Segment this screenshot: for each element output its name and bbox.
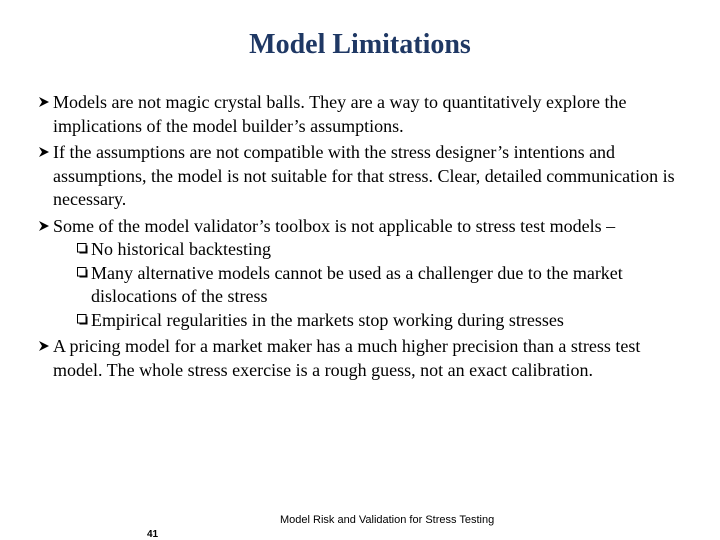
- square-bullet-icon: [77, 243, 88, 254]
- square-bullet-icon: [77, 314, 88, 325]
- arrow-bullet-icon: [38, 146, 50, 158]
- slide-body: [38, 91, 688, 385]
- page-number: 41: [147, 529, 159, 540]
- sub-bullet-item: [77, 238, 678, 262]
- bullet-text: Some of the model validator’s toolbox is not applicable to stress test models –: [53, 215, 616, 236]
- bullet-text: Models are not magic crystal balls. They are a way to quantitatively explore the implications of the model builder’s assumptions.: [53, 92, 627, 136]
- sub-bullet-text: Empirical regularities in the markets stop working during stresses: [91, 309, 564, 330]
- bullet-item: [38, 91, 688, 138]
- arrow-bullet-icon: [38, 340, 50, 352]
- slide-footer: Model Risk and Validation for Stress Testing: [280, 514, 495, 526]
- sub-bullet-list: [77, 238, 688, 332]
- sub-bullet-text: Many alternative models cannot be used as a challenger due to the market dislocations of the stress: [91, 262, 623, 306]
- bullet-text: A pricing model for a market maker has a much higher precision than a stress test model. The whole stress exercise is a rough guess, not an exact calibration.: [53, 336, 641, 380]
- bullet-item: [38, 141, 688, 212]
- sub-bullet-item: [77, 262, 678, 309]
- square-bullet-icon: [77, 267, 88, 278]
- bullet-item: [38, 335, 688, 382]
- slide-title: Model Limitations: [249, 29, 471, 60]
- bullet-text: If the assumptions are not compatible with the stress designer’s intentions and assumptions, the model is not suitable for that stress. Clear, detailed communication is necessary.: [53, 142, 675, 209]
- sub-bullet-text: No historical backtesting: [91, 239, 271, 259]
- sub-bullet-item: [77, 309, 678, 333]
- arrow-bullet-icon: [38, 220, 50, 232]
- bullet-item: [38, 215, 688, 333]
- arrow-bullet-icon: [38, 96, 50, 108]
